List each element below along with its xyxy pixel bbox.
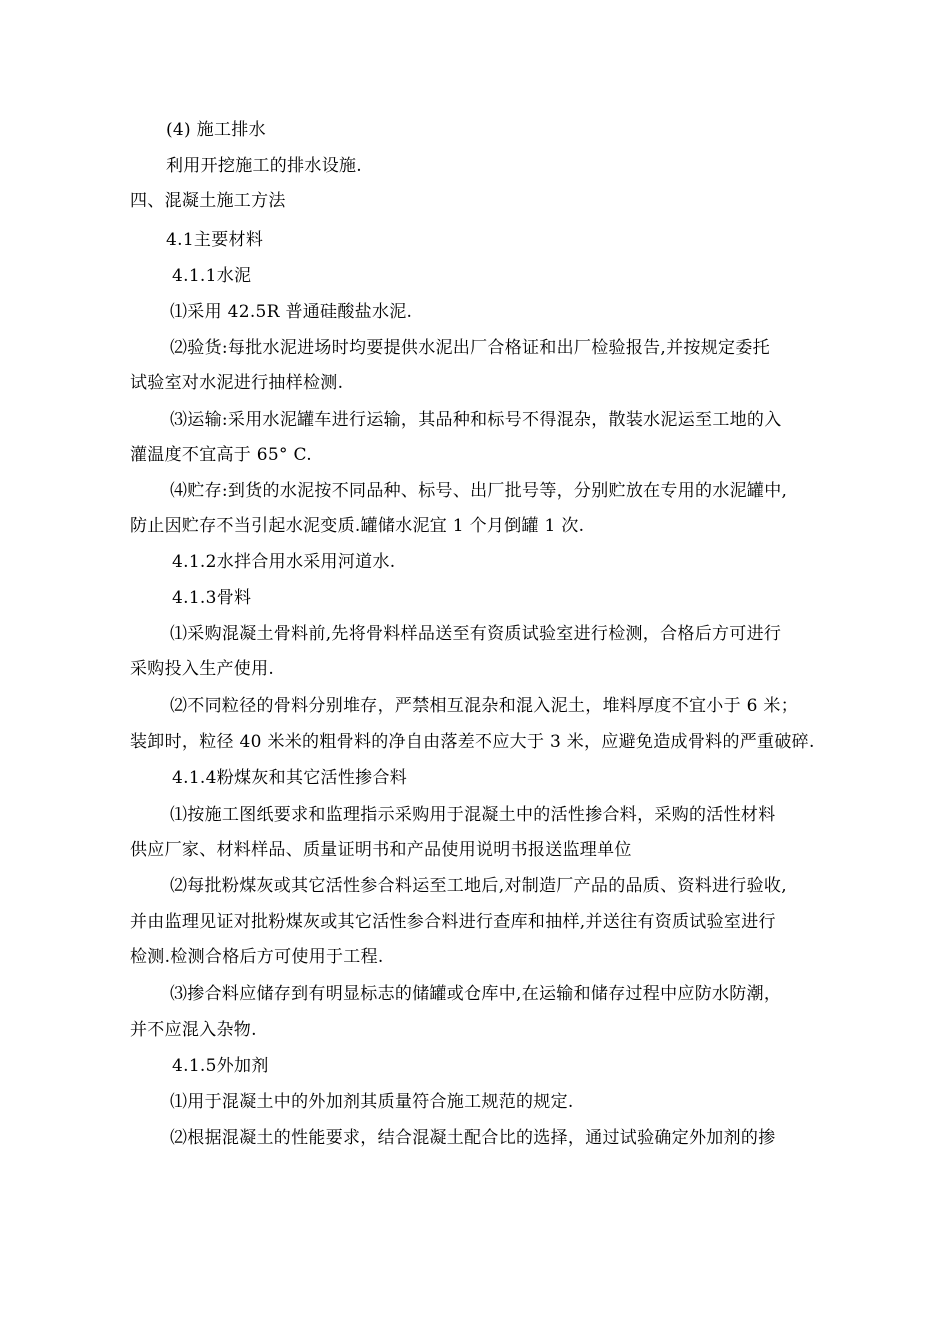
paragraph-line: 利用开挖施工的排水设施. — [166, 156, 363, 176]
subsubsection-heading: 4.1.1水泥 — [172, 266, 252, 286]
paragraph-line: ⑴采用 42.5R 普通硅酸盐水泥. — [170, 302, 413, 322]
paragraph-line: ⑴用于混凝土中的外加剂其质量符合施工规范的规定. — [170, 1092, 574, 1112]
paragraph-line: ⑴采购混凝土骨料前,先将骨料样品送至有资质试验室进行检测，合格后方可进行 — [170, 624, 782, 644]
subsubsection-heading: 4.1.5外加剂 — [172, 1056, 269, 1076]
section-heading: 四、混凝土施工方法 — [130, 191, 286, 211]
paragraph-line: 装卸时，粒径 40 米米的粗骨料的净自由落差不应大于 3 米，应避免造成骨料的严重破碎. — [130, 732, 815, 752]
paragraph-line: 灌温度不宜高于 65° C. — [130, 445, 312, 465]
paragraph-line: ⑶掺合料应储存到有明显标志的储罐或仓库中,在运输和储存过程中应防水防潮， — [170, 984, 782, 1004]
paragraph-line: 并不应混入杂物. — [130, 1020, 257, 1040]
paragraph-line: 试验室对水泥进行抽样检测. — [130, 373, 344, 393]
paragraph-line: 检测.检测合格后方可使用于工程. — [130, 947, 384, 967]
paragraph-line: ⑶运输:采用水泥罐车进行运输，其品种和标号不得混杂，散装水泥运至工地的入 — [170, 410, 782, 430]
paragraph-line: ⑷贮存:到货的水泥按不同品种、标号、出厂批号等，分别贮放在专用的水泥罐中, — [170, 481, 788, 501]
paragraph-line: 并由监理见证对批粉煤灰或其它活性参合料进行查库和抽样,并送往有资质试验室进行 — [130, 912, 776, 932]
subsubsection-heading: 4.1.4粉煤灰和其它活性掺合料 — [172, 768, 408, 788]
paragraph-line: 采购投入生产使用. — [130, 659, 275, 679]
subsubsection-heading: 4.1.2水拌合用水采用河道水. — [172, 552, 396, 572]
paragraph-line: ⑴按施工图纸要求和监理指示采购用于混凝土中的活性掺合料，采购的活性材料 — [170, 805, 776, 825]
paragraph-line: ⑵不同粒径的骨料分别堆存，严禁相互混杂和混入泥土，堆料厚度不宜小于 6 米； — [170, 696, 799, 716]
subsection-heading: 4.1主要材料 — [166, 230, 264, 250]
paragraph-line: ⑵每批粉煤灰或其它活性参合料运至工地后,对制造厂产品的品质、资料进行验收, — [170, 876, 787, 896]
subsubsection-heading: 4.1.3骨料 — [172, 588, 252, 608]
subheading-drainage: (4) 施工排水 — [166, 120, 266, 140]
paragraph-line: 防止因贮存不当引起水泥变质.罐储水泥宜 1 个月倒罐 1 次. — [130, 516, 585, 536]
paragraph-line: 供应厂家、材料样品、质量证明书和产品使用说明书报送监理单位 — [130, 840, 632, 860]
paragraph-line: ⑵验货:每批水泥进场时均要提供水泥出厂合格证和出厂检验报告,并按规定委托 — [170, 338, 770, 358]
paragraph-line: ⑵根据混凝土的性能要求，结合混凝土配合比的选择，通过试验确定外加剂的掺 — [170, 1128, 776, 1148]
